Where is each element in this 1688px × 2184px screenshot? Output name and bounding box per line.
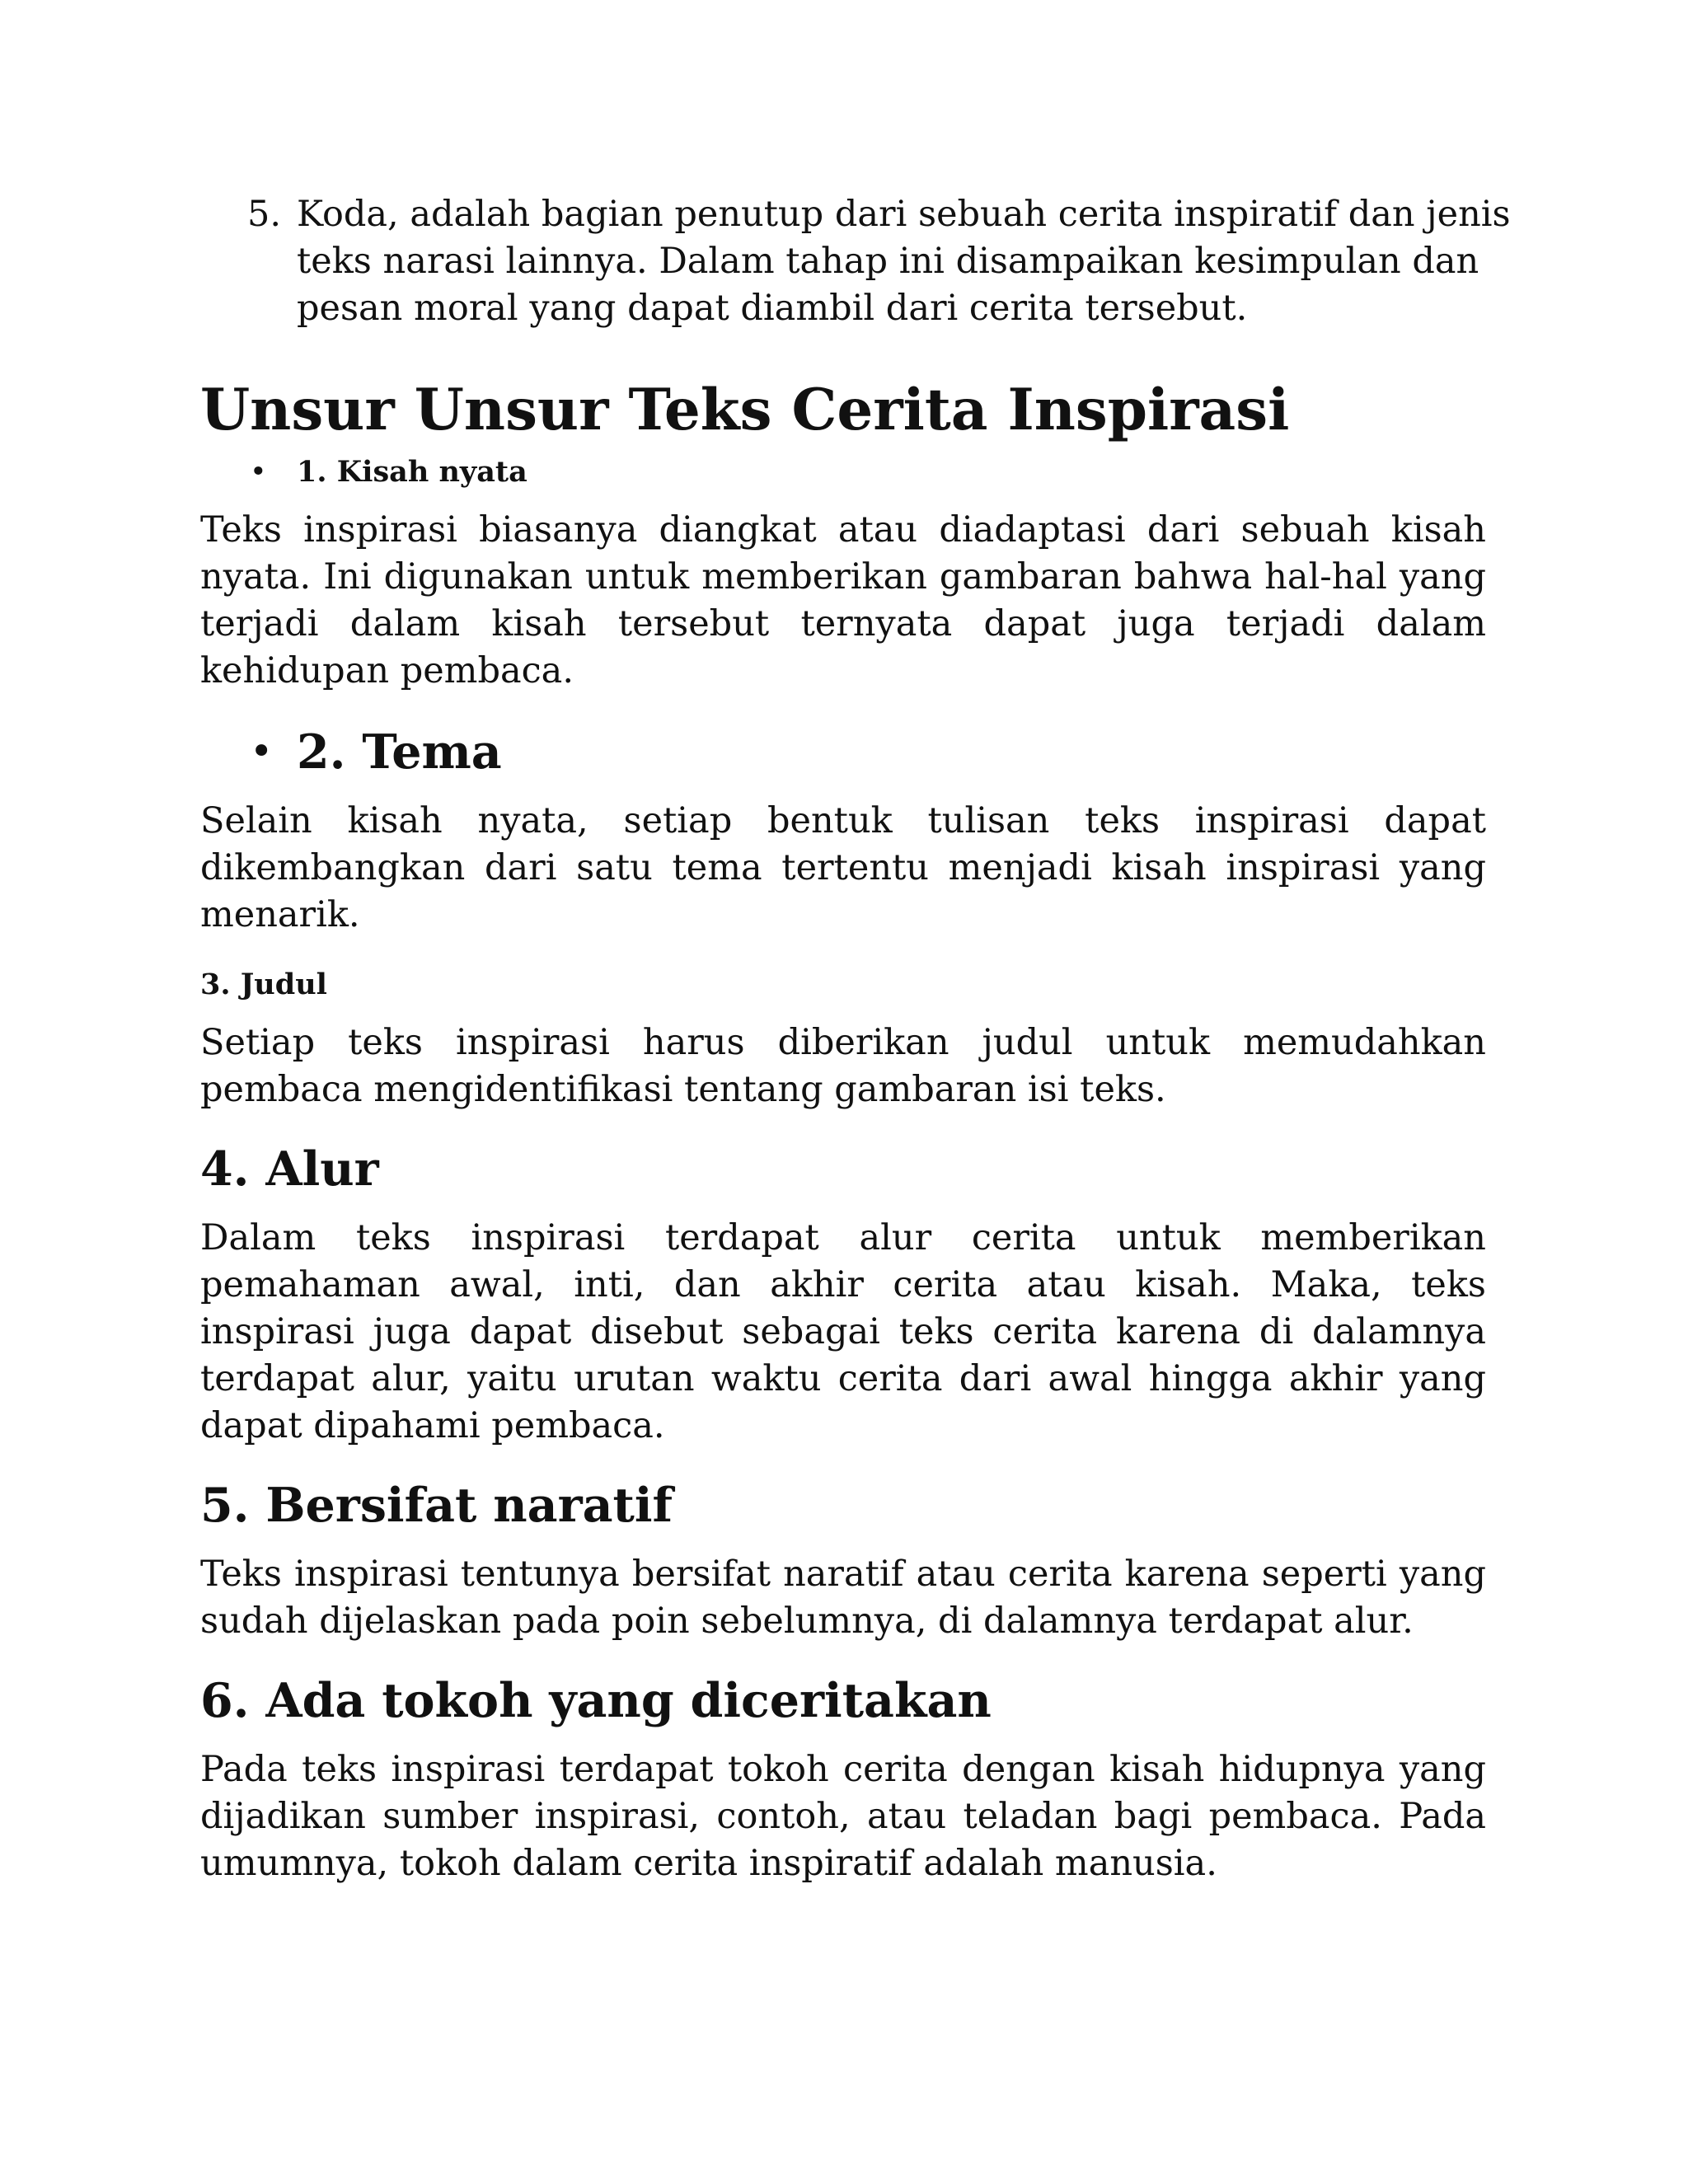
paragraph-tema: Selain kisah nyata, setiap bentuk tulisan teks inspirasi dapat dikembangkan dari satu tema tertentu menjadi kisah inspirasi yang menarik. — [200, 800, 1486, 935]
paragraph-alur: Dalam teks inspirasi terdapat alur cerita untuk memberikan pemahaman awal, inti, dan akhir cerita atau kisah. Maka, teks inspirasi juga dapat disebut sebagai teks cerita karena di dalamnya terdapat alur, yaitu urutan waktu cerita dari awal hingga akhir yang dapat dipahami pembaca. — [200, 1217, 1486, 1446]
bullet-heading-kisah-nyata — [200, 452, 1486, 492]
main-title: Unsur Unsur Teks Cerita Inspirasi — [200, 377, 1290, 443]
heading-bersifat-naratif: 5. Bersifat naratif — [200, 1478, 673, 1533]
paragraph-tokoh: Pada teks inspirasi terdapat tokoh cerita dengan kisah hidupnya yang dijadikan sumber inspirasi, contoh, atau teladan bagi pembaca. Pada umumnya, tokoh dalam cerita inspiratif adalah manusia. — [200, 1749, 1486, 1884]
numbered-item-5 — [200, 191, 1533, 332]
paragraph-judul: Setiap teks inspirasi harus diberikan judul untuk memudahkan pembaca mengidentifikasi tentang gambaran isi teks. — [200, 1022, 1486, 1110]
bullet-dot-icon: • — [250, 729, 274, 775]
item-text: Koda, adalah bagian penutup dari sebuah cerita inspiratif dan jenis teks narasi lainnya. Dalam tahap ini disampaikan kesimpulan dan pesan moral yang dapat diambil dari cerita tersebut. — [297, 194, 1511, 329]
item-number: 5. — [247, 194, 282, 235]
document-content — [200, 191, 1511, 1887]
heading-tokoh: 6. Ada tokoh yang diceritakan — [200, 1673, 992, 1728]
heading-alur: 4. Alur — [200, 1141, 379, 1197]
heading-judul: 3. Judul — [200, 968, 327, 1001]
paragraph-kisah-nyata: Teks inspirasi biasanya diangkat atau diadaptasi dari sebuah kisah nyata. Ini digunakan untuk memberikan gambaran bahwa hal-hal yang terjadi dalam kisah tersebut ternyata dapat juga terjadi dalam kehidupan pembaca. — [200, 509, 1486, 691]
bullet-dot-icon: • — [250, 456, 267, 489]
bullet-heading-tema — [200, 721, 1486, 783]
heading-text: 1. Kisah nyata — [297, 455, 528, 489]
heading-text: 2. Tema — [297, 724, 502, 780]
paragraph-bersifat-naratif: Teks inspirasi tentunya bersifat naratif atau cerita karena seperti yang sudah dijelaskan pada poin sebelumnya, di dalamnya terdapat alur. — [200, 1554, 1486, 1642]
